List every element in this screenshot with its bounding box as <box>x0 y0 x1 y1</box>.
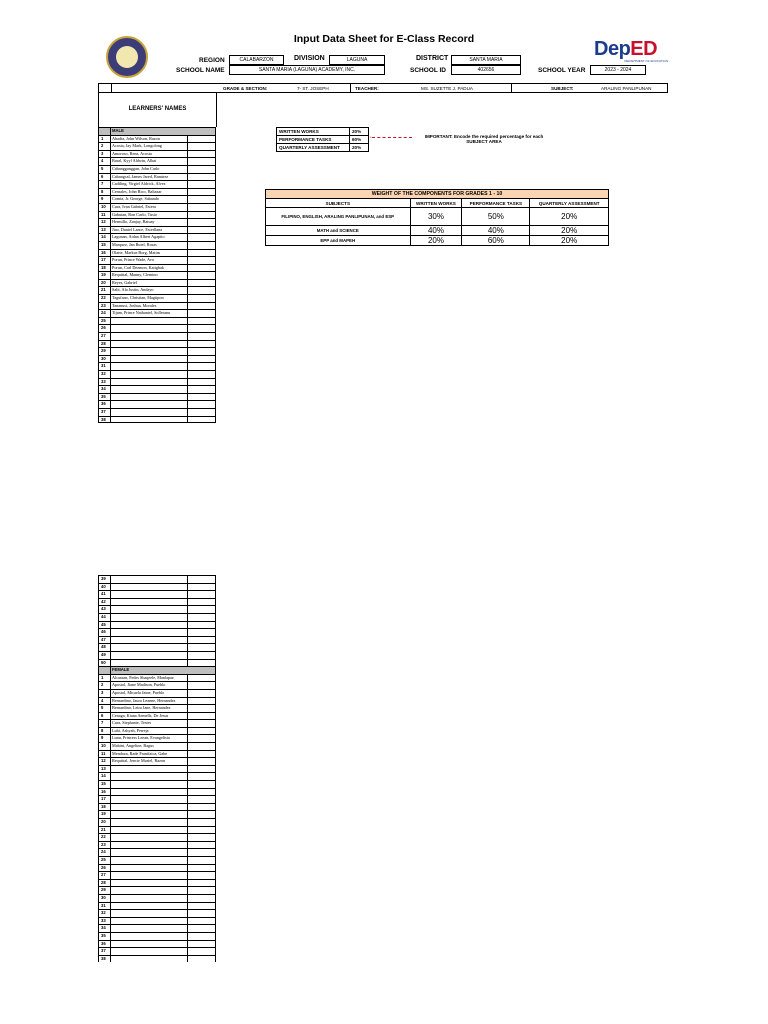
list-item <box>98 795 216 803</box>
weights-subject: MATH and SCIENCE <box>266 226 411 236</box>
row-number: 8 <box>101 188 104 194</box>
row-number: 1 <box>101 135 104 141</box>
list-item <box>98 317 216 325</box>
row-number: 19 <box>101 811 106 817</box>
row-number: 26 <box>101 864 106 870</box>
learner-name[interactable]: Cabangcal, James Jared, Ramirez <box>112 173 169 179</box>
row-number: 5 <box>101 165 104 171</box>
list-item <box>98 788 216 796</box>
row-number: 9 <box>101 735 104 741</box>
list-item <box>98 826 216 834</box>
learner-name[interactable]: Lubi, Ashyah, Perreja <box>112 727 149 733</box>
row-number: 7 <box>101 720 104 726</box>
row-number: 37 <box>101 948 106 954</box>
row-number: 17 <box>101 796 106 802</box>
learner-name[interactable]: Reyes, Gabriel <box>112 279 137 285</box>
list-item <box>98 924 216 932</box>
list-item <box>98 750 216 758</box>
list-item <box>98 818 216 826</box>
learner-name[interactable]: Alcaraan, Fedes Shaqeele, Manlapaz <box>112 674 174 680</box>
row-number: 6 <box>101 712 104 718</box>
row-number: 9 <box>101 196 104 202</box>
learner-name[interactable]: Amoroso, Renz, Acosta <box>112 150 152 156</box>
row-number: 21 <box>101 826 106 832</box>
learner-name[interactable]: Lagunan, Aidan Albert Agapito <box>112 234 165 240</box>
row-number: 23 <box>101 841 106 847</box>
weights-row <box>266 208 609 226</box>
row-number: 32 <box>101 910 106 916</box>
learner-name[interactable]: Cadiling, Virgiel Aldrick, Alvez <box>112 181 166 187</box>
row-number: 18 <box>101 803 106 809</box>
row-number: 7 <box>101 181 104 187</box>
list-item <box>98 886 216 894</box>
list-item <box>98 393 216 401</box>
deped-logo-subtitle: DEPARTMENT OF EDUCATION <box>624 59 668 63</box>
row-number: 1 <box>101 674 104 680</box>
list-item <box>98 180 216 188</box>
row-number: 10 <box>101 743 106 749</box>
weights-column-header: QUARTERLY ASSESSMENT <box>530 199 609 208</box>
row-number: 40 <box>101 583 106 589</box>
list-item <box>98 264 216 272</box>
list-item <box>98 362 216 370</box>
list-item <box>98 947 216 955</box>
percentage-value-cell[interactable]: 20% <box>350 128 369 136</box>
list-item <box>98 643 216 651</box>
learner-name[interactable]: Requittal, Manny, Clemino <box>112 272 158 278</box>
list-item <box>98 279 216 287</box>
row-number: 18 <box>101 264 106 270</box>
row-number: 15 <box>101 781 106 787</box>
list-item <box>98 734 216 742</box>
row-number: 38 <box>101 955 106 961</box>
list-item <box>98 674 216 682</box>
row-number: 45 <box>101 621 106 627</box>
learner-name[interactable]: Lunu, Princess Leean, Evangelista <box>112 735 170 741</box>
list-item <box>98 689 216 697</box>
learner-name[interactable]: Porun, Prince Wade, Avo <box>112 257 154 263</box>
percentage-label: QUARTERLY ASSESSMENT <box>277 144 350 152</box>
row-number: 13 <box>101 226 106 232</box>
learners-header: LEARNERS' NAMES <box>128 106 187 112</box>
row-number: 33 <box>101 917 106 923</box>
row-number: 50 <box>101 659 106 665</box>
percentage-label: WRITTEN WORKS <box>277 128 350 136</box>
learner-name[interactable]: Cabangganggan, John Carlo <box>112 165 160 171</box>
school-year-label: SCHOOL YEAR <box>538 67 586 74</box>
row-number: 33 <box>101 378 106 384</box>
list-item <box>98 294 216 302</box>
learners-header-box <box>98 93 217 127</box>
row-number: 25 <box>101 317 106 323</box>
list-item <box>98 727 216 735</box>
learner-name[interactable]: Cernales, John Rico, Baltazar <box>112 188 162 194</box>
row-number: 37 <box>101 408 106 414</box>
row-number: 49 <box>101 651 106 657</box>
list-item <box>98 400 216 408</box>
school-year-field[interactable]: 2023 - 2024 <box>590 65 646 75</box>
learner-name[interactable]: Gabutan, Ron Carlo, Tusio <box>112 211 158 217</box>
list-item <box>98 203 216 211</box>
list-item <box>98 765 216 773</box>
percentage-label: PERFORMANCE TASKS <box>277 136 350 144</box>
page-title: Input Data Sheet for E-Class Record <box>293 33 475 45</box>
row-number: 4 <box>101 158 104 164</box>
section-header-row <box>98 666 216 674</box>
row-number: 24 <box>101 310 106 316</box>
percentage-row <box>277 144 369 152</box>
list-item <box>98 757 216 765</box>
list-item <box>98 697 216 705</box>
learner-name[interactable]: Acosta, Jay Mark, Longolong <box>112 143 162 149</box>
row-number: 38 <box>101 416 106 422</box>
list-item <box>98 909 216 917</box>
row-number: 25 <box>101 856 106 862</box>
row-number: 32 <box>101 371 106 376</box>
section-header-row <box>98 127 216 135</box>
learner-name[interactable]: Tijam, Prince Nathaniel, Solleranu <box>112 310 171 316</box>
weights-row <box>266 236 609 246</box>
row-number: 44 <box>101 613 106 619</box>
learner-name[interactable]: Bernardino, Letra Jane, Hernandez <box>112 705 171 711</box>
list-item <box>98 256 216 264</box>
list-item <box>98 233 216 241</box>
list-item <box>98 598 216 606</box>
list-item <box>98 165 216 173</box>
deped-logo: DepED <box>594 38 658 60</box>
list-item <box>98 712 216 720</box>
row-number: 46 <box>101 629 106 635</box>
list-item <box>98 378 216 386</box>
teacher-label: TEACHER: <box>355 86 379 91</box>
school-name-label: SCHOOL NAME <box>176 67 225 74</box>
male-list-part2 <box>98 575 216 962</box>
list-item <box>98 150 216 158</box>
list-item <box>98 135 216 143</box>
weights-subject: FILIPINO, ENGLISH, ARALING PANLIPUNAN, and ESP <box>266 208 411 226</box>
row-number: 4 <box>101 697 104 703</box>
row-number: 28 <box>101 879 106 885</box>
list-item <box>98 583 216 591</box>
learner-name[interactable]: Marquez, Jan Ruiel, Rosas <box>112 241 157 247</box>
list-item <box>98 286 216 294</box>
row-number: 27 <box>101 872 106 878</box>
school-name-field[interactable]: SANTA MARIA (LAGUNA) ACADEMY, INC. <box>229 65 385 75</box>
list-item <box>98 841 216 849</box>
list-item <box>98 902 216 910</box>
list-item <box>98 355 216 363</box>
row-number: 26 <box>101 325 106 331</box>
subject-value[interactable]: ARALING PANLIPUNAN <box>601 86 652 91</box>
list-item <box>98 211 216 219</box>
percentage-row <box>277 128 369 136</box>
row-number: 17 <box>101 257 106 263</box>
row-number: 22 <box>101 834 106 840</box>
list-item <box>98 848 216 856</box>
row-number: 3 <box>101 150 104 156</box>
row-number: 11 <box>101 750 106 756</box>
list-item <box>98 347 216 355</box>
row-number: 2 <box>101 682 104 688</box>
row-number: 36 <box>101 401 106 407</box>
list-item <box>98 416 216 424</box>
weights-row <box>266 226 609 236</box>
important-note: IMPORTANT: Encode the required percentage for each SUBJECT AREA <box>424 134 544 144</box>
row-number: 5 <box>101 705 104 711</box>
weights-column-header: WRITTEN WORKS <box>410 199 462 208</box>
row-number: 3 <box>101 689 104 695</box>
row-number: 13 <box>101 765 106 771</box>
region-label: REGION <box>199 57 225 64</box>
row-number: 15 <box>101 241 106 247</box>
learner-name[interactable]: Cura, Stephanie, Testes <box>112 720 152 726</box>
division-label: DIVISION <box>294 55 325 62</box>
learner-name[interactable]: Tagufano, Christian, Magtipon <box>112 295 164 301</box>
school-id-label: SCHOOL ID <box>410 67 446 74</box>
list-item <box>98 226 216 234</box>
deped-seal-logo <box>106 36 148 78</box>
row-number: 16 <box>101 249 106 255</box>
list-item <box>98 651 216 659</box>
row-number: 41 <box>101 591 106 597</box>
percentage-input-table <box>276 127 369 152</box>
list-item <box>98 681 216 689</box>
learner-name[interactable]: Mabini, Angeline, Bagus <box>112 743 154 749</box>
row-number: 34 <box>101 386 106 392</box>
percentage-row <box>277 136 369 144</box>
learner-name[interactable]: Bernardino, Jaura Leanne, Hernandez <box>112 697 176 703</box>
list-item <box>98 871 216 879</box>
weights-value: 50% <box>462 208 530 226</box>
percentage-value-cell[interactable]: 60% <box>350 136 369 144</box>
row-number: 20 <box>101 279 106 285</box>
arrow-dashed-line <box>372 137 412 138</box>
teacher-value[interactable]: MS. SUZETTE J. PADUA <box>421 86 473 91</box>
row-number: 35 <box>101 393 106 399</box>
region-field[interactable]: CALABARZON <box>229 55 284 65</box>
row-number: 12 <box>101 758 106 764</box>
weights-column-header: PERFORMANCE TASKS <box>462 199 530 208</box>
list-item <box>98 955 216 963</box>
subject-label: SUBJECT: <box>551 86 574 91</box>
list-item <box>98 340 216 348</box>
row-number: 39 <box>101 576 106 581</box>
section-label: MALE <box>112 128 124 133</box>
list-item <box>98 370 216 378</box>
learner-name[interactable]: Jiao, Daniel Lance, Esterllana <box>112 226 163 232</box>
weights-value: 40% <box>410 226 462 236</box>
list-item <box>98 636 216 644</box>
list-item <box>98 940 216 948</box>
weights-value: 20% <box>530 208 609 226</box>
row-number: 29 <box>101 887 106 893</box>
weights-title: WEIGHT OF THE COMPONENTS FOR GRADES 1 - 10 <box>266 190 609 199</box>
row-number: 48 <box>101 644 106 650</box>
row-number: 30 <box>101 894 106 900</box>
list-item <box>98 621 216 629</box>
list-item <box>98 309 216 317</box>
section-label: FEMALE <box>112 667 130 673</box>
list-item <box>98 772 216 780</box>
learner-name[interactable]: Comia, Jr. George, Sabando <box>112 196 159 202</box>
list-item <box>98 218 216 226</box>
district-label: DISTRICT <box>416 55 449 62</box>
division-field[interactable]: LAGUNA <box>329 55 385 65</box>
row-number: 8 <box>101 727 104 733</box>
learner-name[interactable]: Porun, Carl Dezmon, Katigbak <box>112 264 164 270</box>
row-number: 14 <box>101 234 106 240</box>
weights-column-header: SUBJECTS <box>266 199 411 208</box>
row-number: 23 <box>101 302 106 308</box>
list-item <box>98 408 216 416</box>
learner-name[interactable]: Abadia, John Wilson, Razon <box>112 135 160 141</box>
list-item <box>98 659 216 667</box>
row-number: 11 <box>101 211 106 217</box>
school-id-field[interactable]: 402656 <box>451 65 521 75</box>
list-item <box>98 932 216 940</box>
list-item <box>98 157 216 165</box>
row-number: 21 <box>101 287 106 293</box>
list-item <box>98 810 216 818</box>
row-number: 22 <box>101 295 106 301</box>
weights-value: 20% <box>410 236 462 246</box>
list-item <box>98 575 216 583</box>
row-number: 24 <box>101 849 106 855</box>
learner-name[interactable]: Olarte, Markus Borg, Matias <box>112 249 161 255</box>
list-item <box>98 894 216 902</box>
row-number: 30 <box>101 355 106 361</box>
percentage-value-cell[interactable]: 20% <box>350 144 369 152</box>
row-number: 47 <box>101 636 106 642</box>
list-item <box>98 803 216 811</box>
row-number: 20 <box>101 819 106 824</box>
row-number: 14 <box>101 773 106 779</box>
grade-section-label: GRADE & SECTION: <box>223 86 268 91</box>
row-number: 2 <box>101 143 104 149</box>
list-item <box>98 195 216 203</box>
list-item <box>98 188 216 196</box>
learner-name[interactable]: Apostol, Micaela Jaine, Pueblo <box>112 689 165 695</box>
list-item <box>98 173 216 181</box>
grade-teacher-subject-band <box>98 83 668 93</box>
learner-name[interactable]: Salit, Ala Justin, Andayo <box>112 287 154 293</box>
list-item <box>98 780 216 788</box>
row-number: 16 <box>101 788 106 794</box>
row-number: 28 <box>101 340 106 346</box>
row-number: 35 <box>101 932 106 938</box>
learner-name[interactable]: Tananusi, Joshua, Morales <box>112 302 157 308</box>
list-item <box>98 856 216 864</box>
list-item <box>98 613 216 621</box>
list-item <box>98 142 216 150</box>
row-number: 31 <box>101 902 106 908</box>
list-item <box>98 833 216 841</box>
row-number: 10 <box>101 203 106 209</box>
weights-value: 40% <box>462 226 530 236</box>
grade-section-value[interactable]: 7- ST. JOSEPH <box>297 86 329 91</box>
row-number: 31 <box>101 363 106 369</box>
weights-value: 20% <box>530 226 609 236</box>
weights-table <box>265 189 609 246</box>
list-item <box>98 241 216 249</box>
weights-value: 60% <box>462 236 530 246</box>
learner-name[interactable]: Apostol, Jiane Madison, Pueblo <box>112 682 166 688</box>
learner-name[interactable]: Cenaga, Kiana Aemells, De Jesus <box>112 712 169 718</box>
list-item <box>98 742 216 750</box>
weights-value: 30% <box>410 208 462 226</box>
list-item <box>98 249 216 257</box>
list-item <box>98 879 216 887</box>
row-number: 43 <box>101 606 106 612</box>
row-number: 12 <box>101 219 106 225</box>
list-item <box>98 917 216 925</box>
weights-subject: EPP and MAPEH <box>266 236 411 246</box>
district-field[interactable]: SANTA MARIA <box>451 55 521 65</box>
list-item <box>98 590 216 598</box>
arrow-left-icon: ← <box>369 134 375 140</box>
list-item <box>98 385 216 393</box>
row-number: 36 <box>101 940 106 946</box>
row-number: 42 <box>101 598 106 604</box>
list-item <box>98 271 216 279</box>
row-number: 29 <box>101 348 106 354</box>
row-number: 27 <box>101 333 106 339</box>
learner-name[interactable]: Mendoza, Rade Franifaica, Gabe <box>112 750 168 756</box>
list-item <box>98 605 216 613</box>
list-item <box>98 719 216 727</box>
learner-name[interactable]: Hermillo, Zanjay, Batuay <box>112 219 155 225</box>
list-item <box>98 302 216 310</box>
row-number: 6 <box>101 173 104 179</box>
learner-name[interactable]: Bural, Kyyl Aldwin, Albai <box>112 158 157 164</box>
weights-value: 20% <box>530 236 609 246</box>
learner-name[interactable]: Cura, Ivan Gabriel, Estera <box>112 203 156 209</box>
list-item <box>98 332 216 340</box>
row-number: 34 <box>101 925 106 931</box>
list-item <box>98 704 216 712</box>
male-list-part1 <box>98 127 216 423</box>
list-item <box>98 628 216 636</box>
list-item <box>98 324 216 332</box>
learner-name[interactable]: Requittal, Jencie Muriel, Razon <box>112 758 166 764</box>
row-number: 19 <box>101 272 106 278</box>
list-item <box>98 864 216 872</box>
